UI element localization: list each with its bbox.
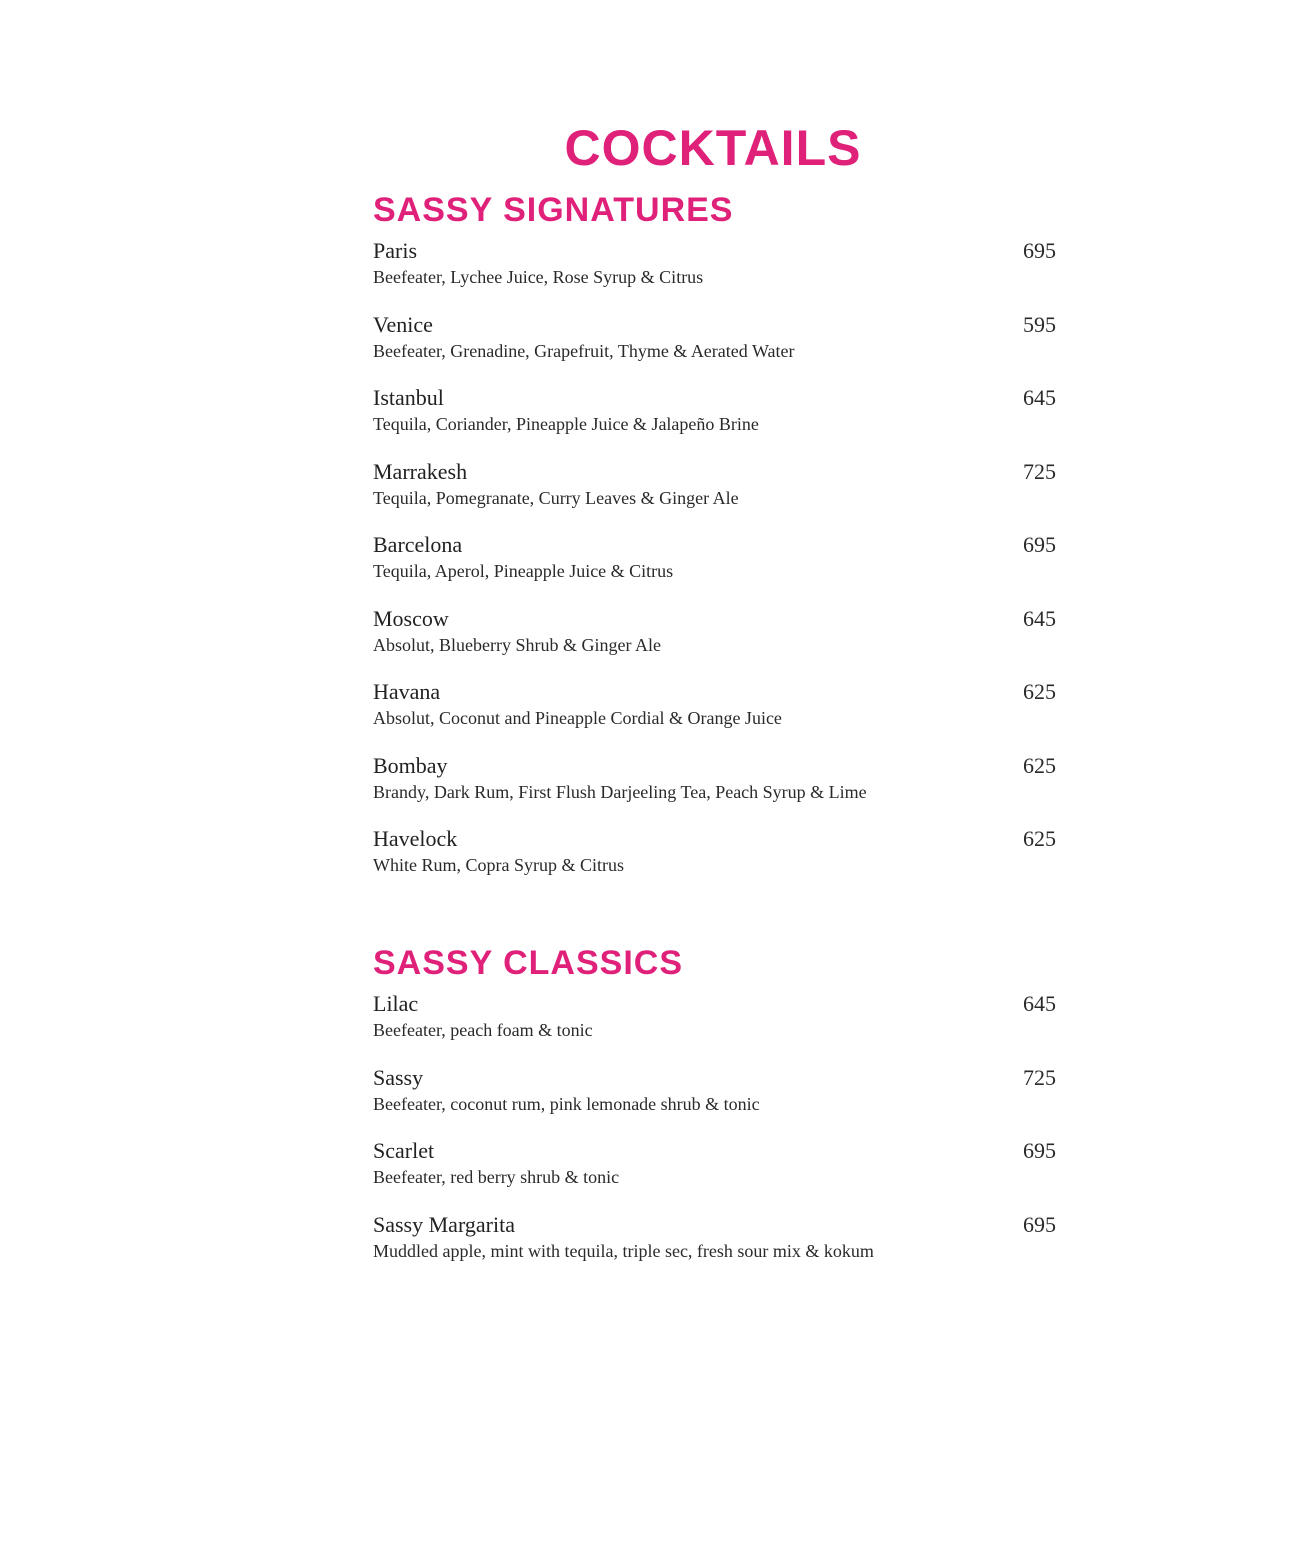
item-price: 625 <box>1023 679 1056 704</box>
item-price: 645 <box>1023 385 1056 410</box>
menu-item <box>373 459 1063 533</box>
item-name: Paris <box>373 238 417 263</box>
menu-item <box>373 826 1063 900</box>
item-name: Sassy <box>373 1064 424 1090</box>
item-description: Beefeater, peach foam & tonic <box>373 1020 593 1040</box>
item-name: Barcelona <box>373 532 463 557</box>
item-description: White Rum, Copra Syrup & Citrus <box>373 855 624 875</box>
item-price: 645 <box>1023 991 1056 1016</box>
menu-item <box>373 532 1063 606</box>
section-sassy-classics <box>373 943 1063 1285</box>
item-price: 695 <box>1023 1211 1056 1237</box>
menu-item <box>373 1138 1063 1212</box>
item-description: Beefeater, Grenadine, Grapefruit, Thyme & Aerated Water <box>373 340 795 361</box>
menu-item <box>373 385 1063 459</box>
item-price: 695 <box>1023 1138 1056 1163</box>
item-name: Lilac <box>373 991 419 1016</box>
item-name: Moscow <box>373 605 449 631</box>
item-name: Marrakesh <box>373 458 468 484</box>
item-price: 595 <box>1023 311 1056 337</box>
item-price: 645 <box>1023 605 1056 631</box>
item-description: Tequila, Coriander, Pineapple Juice & Jalapeño Brine <box>373 414 759 434</box>
item-name: Havana <box>373 679 441 704</box>
item-price: 725 <box>1023 458 1056 484</box>
item-name: Venice <box>373 311 433 337</box>
item-price: 695 <box>1023 238 1056 263</box>
menu-item <box>373 238 1063 312</box>
item-name: Havelock <box>373 826 458 851</box>
item-price: 625 <box>1023 752 1056 778</box>
item-name: Istanbul <box>373 385 444 410</box>
item-description: Absolut, Blueberry Shrub & Ginger Ale <box>373 634 661 655</box>
item-description: Beefeater, coconut rum, pink lemonade shrub & tonic <box>373 1093 760 1114</box>
item-name: Scarlet <box>373 1138 435 1163</box>
item-description: Absolut, Coconut and Pineapple Cordial & Orange Juice <box>373 708 782 728</box>
section-heading: SASSY CLASSICS <box>373 944 684 982</box>
item-name: Sassy Margarita <box>373 1211 515 1237</box>
menu-item <box>373 312 1063 386</box>
menu-item <box>373 1212 1063 1286</box>
section-heading: SASSY SIGNATURES <box>373 191 734 229</box>
menu-item <box>373 679 1063 753</box>
item-price: 625 <box>1023 826 1056 851</box>
menu-item-list <box>373 238 1063 900</box>
menu-item <box>373 991 1063 1065</box>
section-sassy-signatures <box>373 190 1063 900</box>
page-title: COCKTAILS <box>564 120 862 176</box>
menu-item <box>373 1065 1063 1139</box>
menu-item <box>373 753 1063 827</box>
item-description: Tequila, Aperol, Pineapple Juice & Citrus <box>373 561 674 581</box>
item-description: Beefeater, Lychee Juice, Rose Syrup & Citrus <box>373 267 704 287</box>
item-description: Tequila, Pomegranate, Curry Leaves & Ginger Ale <box>373 487 739 508</box>
item-name: Bombay <box>373 752 448 778</box>
menu-item <box>373 606 1063 680</box>
item-description: Beefeater, red berry shrub & tonic <box>373 1167 620 1187</box>
menu-item-list <box>373 991 1063 1285</box>
item-price: 725 <box>1023 1064 1056 1090</box>
item-price: 695 <box>1023 532 1056 557</box>
item-description: Brandy, Dark Rum, First Flush Darjeeling Tea, Peach Syrup & Lime <box>373 781 867 802</box>
item-description: Muddled apple, mint with tequila, triple sec, fresh sour mix & kokum <box>373 1240 874 1261</box>
